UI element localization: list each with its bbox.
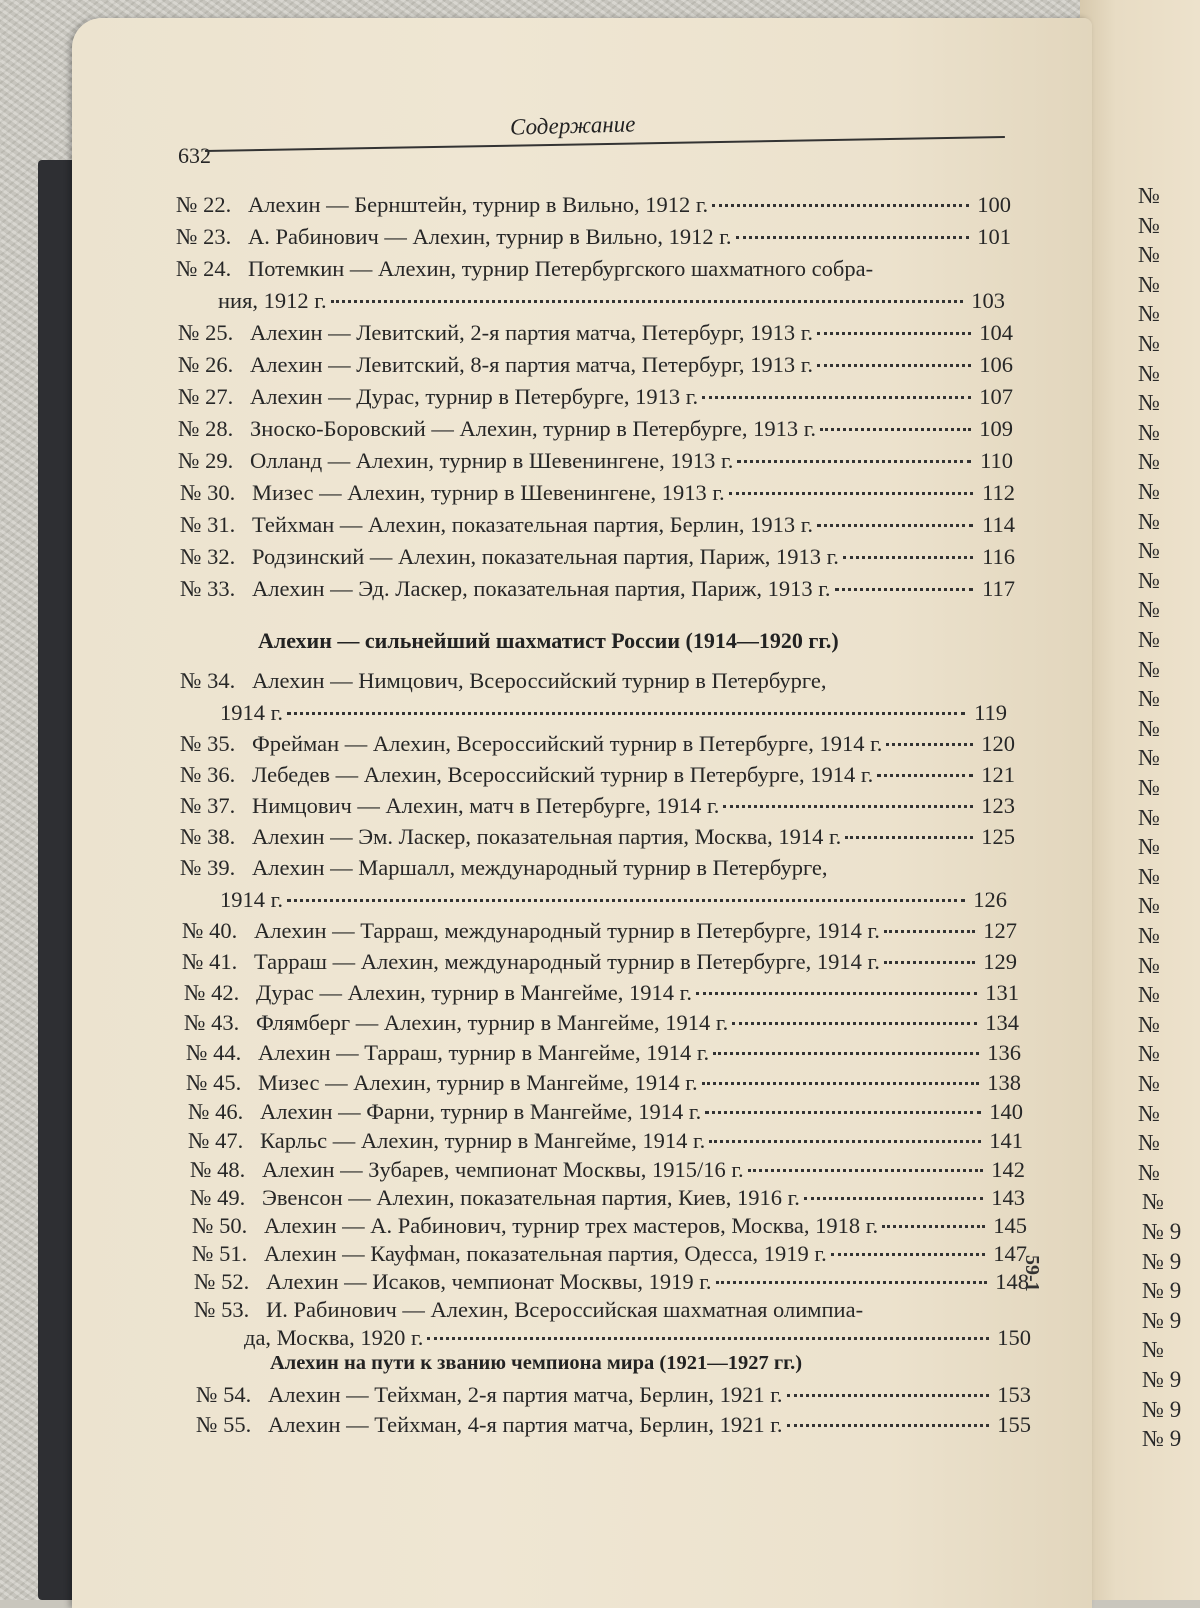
entry-page: 127 [983,918,1017,943]
toc-entry [194,1269,1029,1295]
facing-page-entry: № [1138,331,1160,356]
facing-page-entry: № 9 [1142,1367,1182,1392]
entry-title: Алехин — Эм. Ласкер, показательная партия, Москва, 1914 г. [252,824,842,849]
facing-page-entry: № [1138,686,1160,712]
facing-page-entry: № [1138,242,1160,268]
facing-page-entry: № [1138,982,1160,1008]
toc-entry [182,918,1017,944]
entry-title: Алехин — Маршалл, международный турнир в Петербурге, [252,855,828,880]
leader-dots [882,1225,985,1228]
toc-entry [186,1070,1021,1096]
leader-dots [287,712,965,715]
entry-title: Карльс — Алехин, турнир в Мангейме, 1914 г. [260,1128,706,1153]
facing-page-entry: № [1138,212,1160,238]
entry-page: 145 [993,1213,1027,1238]
toc-entry [194,1297,1029,1323]
entry-number: № 53. [194,1297,250,1322]
entry-title: Тейхман — Алехин, показательная партия, Берлин, 1913 г. [252,512,814,537]
entry-title: Фрейман — Алехин, Всероссийский турнир в Петербурге, 1914 г. [252,731,883,756]
facing-page-entry: № [1138,923,1160,948]
leader-dots [427,1337,989,1340]
entry-page: 117 [982,576,1015,601]
toc-entry [190,1157,1025,1183]
entry-title: Эвенсон — Алехин, показательная партия, Киев, 1916 г. [262,1185,800,1210]
entry-number: № 34. [180,668,236,693]
entry-page: 120 [981,731,1015,756]
entry-title: Алехин — Кауфман, показательная партия, Одесса, 1919 г. [264,1241,827,1266]
facing-page-entry: № [1142,1337,1164,1363]
entry-page: 125 [981,824,1015,849]
entry-title: Алехин — Тейхман, 4-я партия матча, Берлин, 1921 г. [268,1412,783,1437]
entry-page: 103 [971,288,1005,313]
entry-number: № 40. [182,918,238,943]
toc-entry [190,1185,1025,1211]
facing-page-entry: № 9 [1142,1396,1182,1422]
entry-page: 148 [995,1269,1029,1294]
entry-number: № 24. [176,256,232,281]
facing-page-entry: № [1138,1130,1160,1156]
entry-page: 131 [985,980,1019,1005]
entry-page: 141 [989,1128,1023,1153]
leader-dots [737,460,971,463]
entry-number: № 39. [180,855,236,880]
toc-entry [192,1241,1027,1267]
entry-page: 126 [973,887,1007,912]
leader-dots [820,428,971,431]
entry-title: 1914 г. [220,700,283,725]
leader-dots [696,992,977,995]
facing-page-entry: № 9 [1142,1426,1182,1452]
leader-dots [716,1281,987,1284]
facing-page-entry: № [1138,390,1160,416]
toc-entry [180,480,1015,506]
toc-entry [180,824,1015,850]
entry-title: Алехин — Тарраш, турнир в Мангейме, 1914 г. [258,1040,710,1065]
entry-page: 119 [974,700,1007,725]
leader-dots [702,1082,979,1085]
entry-title: Алехин — Зубарев, чемпионат Москвы, 1915/16 г. [262,1157,744,1182]
entry-number: № 33. [180,576,236,601]
toc-entry [182,949,1017,975]
entry-title: Флямберг — Алехин, турнир в Мангейме, 1914 г. [256,1010,729,1035]
facing-page-entry: № 9 [1142,1307,1182,1333]
entry-page: 155 [997,1412,1031,1437]
entry-number: № 36. [180,762,236,787]
entry-number: № 26. [178,352,234,377]
leader-dots [709,1140,981,1143]
entry-page: 147 [993,1241,1027,1266]
entry-page: 123 [981,793,1015,818]
entry-number: № 46. [188,1099,244,1124]
toc-entry [178,352,1013,378]
entry-number: № 41. [182,949,238,974]
leader-dots [729,492,973,495]
entry-page: 107 [979,384,1013,409]
entry-title: И. Рабинович — Алехин, Всероссийская шахматная олимпиа- [266,1297,864,1322]
entry-number: № 43. [184,1010,240,1035]
leader-dots [712,204,969,207]
entry-title: А. Рабинович — Алехин, турнир в Вильно, 1912 г. [248,224,732,249]
entry-number: № 55. [196,1412,252,1437]
facing-page-entry: № [1138,952,1160,978]
facing-page-entry: № [1138,775,1160,800]
entry-page: 106 [979,352,1013,377]
toc-entry [180,544,1015,570]
entry-number: № 25. [178,320,234,345]
facing-page-entry: № [1138,449,1160,475]
leader-dots [817,332,971,335]
entry-title: Алехин — Бернштейн, турнир в Вильно, 1912 г. [248,192,709,217]
section-heading: Алехин на пути к званию чемпиона мира (1921—1927 гг.) [270,1352,803,1374]
entry-title: ния, 1912 г. [218,288,327,313]
entry-number: № 51. [192,1241,248,1266]
toc-entry [180,793,1015,819]
facing-page-entry: № [1138,863,1160,889]
toc-entry [220,700,1007,726]
leader-dots [287,899,965,902]
entry-title: Алехин — А. Рабинович, турнир трех мастеров, Москва, 1918 г. [264,1213,879,1238]
toc-entry [176,224,1011,250]
entry-page: 110 [980,448,1013,473]
toc-entry [196,1382,1031,1408]
leader-dots [877,774,973,777]
facing-page-entry: № [1138,715,1160,741]
entry-title: Потемкин — Алехин, турнир Петербургского шахматного собра- [248,256,874,281]
entry-number: № 22. [176,192,232,217]
right-page [1080,0,1200,1600]
entry-number: № 49. [190,1185,246,1210]
entry-title: Дурас — Алехин, турнир в Мангейме, 1914 г. [256,980,692,1005]
facing-page-entry: № [1138,1041,1160,1067]
toc-entry [188,1099,1023,1125]
leader-dots [736,236,969,239]
facing-page-entry: № [1138,1100,1160,1126]
facing-page-entry: № [1138,183,1160,208]
entry-title: Алехин — Левитский, 2-я партия матча, Петербург, 1913 г. [250,320,814,345]
toc-entry [180,731,1015,757]
toc-entry [180,668,1015,694]
entry-title: Нимцович — Алехин, матч в Петербурге, 1914 г. [252,793,720,818]
leader-dots [787,1424,989,1427]
entry-title: Алехин — Дурас, турнир в Петербурге, 1913 г. [250,384,699,409]
entry-number: № 52. [194,1269,250,1294]
facing-page-entry: № [1138,271,1160,297]
leader-dots [705,1111,981,1114]
toc-entry [188,1128,1023,1154]
toc-entry [178,320,1013,346]
entry-page: 104 [979,320,1013,345]
entry-page: 134 [985,1010,1019,1035]
facing-page-entry: № [1138,656,1160,682]
toc-entry [180,855,1015,881]
facing-page-entry: № 9 [1142,1278,1182,1304]
facing-page-entry: № [1138,893,1160,919]
entry-title: Родзинский — Алехин, показательная партия, Париж, 1913 г. [252,544,839,569]
entry-page: 101 [977,224,1011,249]
entry-page: 121 [981,762,1015,787]
toc-entry [178,448,1013,474]
toc-entry [180,762,1015,788]
facing-page-entry: № [1138,479,1160,504]
entry-title: Мизес — Алехин, турнир в Шевенингене, 1913 г. [252,480,725,505]
entry-number: № 38. [180,824,236,849]
entry-page: 116 [982,544,1015,569]
facing-page-entry: № [1138,538,1160,564]
entry-page: 153 [997,1382,1031,1407]
entry-title: Алехин — Исаков, чемпионат Москвы, 1919 г. [266,1269,712,1294]
leader-dots [817,364,971,367]
entry-title: Алехин — Фарни, турнир в Мангейме, 1914 г. [260,1099,702,1124]
entry-number: № 48. [190,1157,246,1182]
entry-page: 150 [997,1325,1031,1350]
entry-title: Мизес — Алехин, турнир в Мангейме, 1914 г. [258,1070,698,1095]
leader-dots [804,1197,983,1200]
entry-number: № 42. [184,980,240,1005]
entry-page: 129 [983,949,1017,974]
toc-entry [218,288,1005,314]
toc-entry [184,1010,1019,1036]
entry-page: 112 [982,480,1015,505]
entry-number: № 27. [178,384,234,409]
toc-entry [180,576,1015,602]
entry-title: Олланд — Алехин, турнир в Шевенингене, 1913 г. [250,448,734,473]
leader-dots [817,524,973,527]
facing-page-entry: № [1138,745,1160,771]
leader-dots [835,588,973,591]
entry-number: № 31. [180,512,236,537]
section-heading: Алехин — сильнейший шахматист России (1914—1920 гг.) [258,628,839,653]
entry-number: № 44. [186,1040,242,1065]
entry-page: 114 [982,512,1015,537]
entry-page: 140 [989,1099,1023,1124]
facing-page-entry: № [1138,1159,1160,1185]
leader-dots [843,556,973,559]
signature-mark: 59-1 [1021,1255,1043,1292]
facing-page-entry: № [1138,804,1160,830]
entry-title: Алехин — Левитский, 8-я партия матча, Петербург, 1913 г. [250,352,814,377]
entry-title: Алехин — Тейхман, 2-я партия матча, Берлин, 1921 г. [268,1382,783,1407]
entry-number: № 50. [192,1213,248,1238]
entry-page: 143 [991,1185,1025,1210]
entry-page: 138 [987,1070,1021,1095]
facing-page-entry: № [1138,834,1160,860]
leader-dots [886,743,973,746]
facing-page-entry: № [1138,597,1160,623]
toc-entry [178,384,1013,410]
entry-number: № 32. [180,544,236,569]
toc-entry [176,192,1011,218]
leader-dots [884,930,975,933]
entry-title: Тарраш — Алехин, международный турнир в Петербурге, 1914 г. [254,949,880,974]
leader-dots [831,1253,985,1256]
leader-dots [732,1022,977,1025]
toc-entry [244,1325,1031,1351]
entry-title: да, Москва, 1920 г. [244,1325,424,1350]
toc-entry [180,512,1015,538]
leader-dots [748,1169,983,1172]
page-number: 632 [178,143,211,168]
entry-page: 100 [977,192,1011,217]
entry-page: 142 [991,1157,1025,1182]
facing-page-entry: № [1138,419,1160,445]
facing-page-entry: № [1138,1071,1160,1096]
entry-title: Зноско-Боровский — Алехин, турнир в Петербурге, 1913 г. [250,416,817,441]
running-head: Содержание [509,111,636,140]
entry-title: 1914 г. [220,887,283,912]
facing-page-entry: № [1138,567,1160,593]
entry-title: Алехин — Эд. Ласкер, показательная партия, Париж, 1913 г. [252,576,831,601]
toc-entry [192,1213,1027,1239]
entry-number: № 23. [176,224,232,249]
leader-dots [787,1394,989,1397]
entry-number: № 35. [180,731,236,756]
entry-number: № 30. [180,480,236,505]
facing-page-entry: № [1138,627,1160,652]
leader-dots [845,836,973,839]
entry-number: № 29. [178,448,234,473]
entry-title: Алехин — Тарраш, международный турнир в Петербурге, 1914 г. [254,918,880,943]
facing-page-entry: № [1138,508,1160,534]
toc-entry [186,1040,1021,1066]
entry-number: № 47. [188,1128,244,1153]
entry-number: № 37. [180,793,236,818]
facing-page-entry: № [1142,1189,1164,1215]
leader-dots [702,396,971,399]
leader-dots [331,300,963,303]
entry-title: Алехин — Нимцович, Всероссийский турнир в Петербурге, [252,668,827,693]
facing-page-entry: № [1138,1011,1160,1037]
entry-title: Лебедев — Алехин, Всероссийский турнир в Петербурге, 1914 г. [252,762,874,787]
leader-dots [713,1052,979,1055]
toc-entry [178,416,1013,442]
entry-page: 136 [987,1040,1021,1065]
entry-number: № 45. [186,1070,242,1095]
entry-number: № 54. [196,1382,252,1407]
facing-page-entry: № [1138,360,1160,386]
facing-page-entry: № [1138,301,1160,327]
leader-dots [723,805,973,808]
entry-page: 109 [979,416,1013,441]
entry-number: № 28. [178,416,234,441]
facing-page-entry: № 9 [1142,1219,1182,1244]
leader-dots [884,961,975,964]
toc-entry [196,1412,1031,1438]
toc-entry [184,980,1019,1006]
toc-entry [220,887,1007,913]
facing-page-entry: № 9 [1142,1248,1182,1274]
toc-entry [176,256,1011,282]
